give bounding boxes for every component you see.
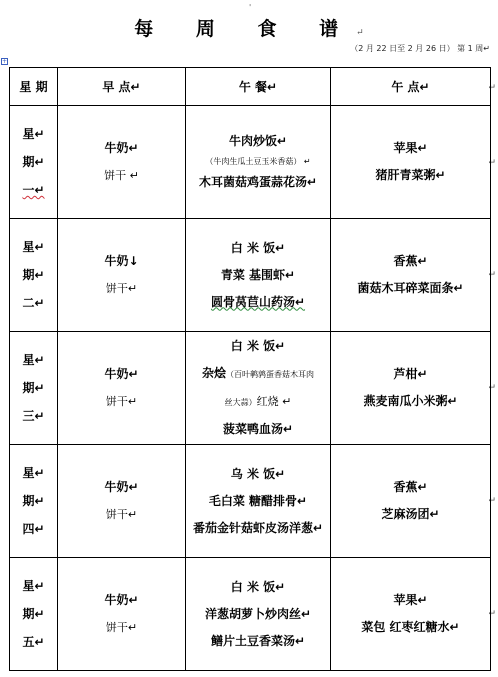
menu-item: 饼干↵	[105, 395, 138, 408]
menu-item: 菠菜鸭血汤↵	[222, 422, 294, 436]
header-lunch: 午 餐↵	[186, 68, 331, 106]
lunch-cell	[186, 106, 331, 219]
header-day: 星 期	[10, 68, 58, 106]
row-end-mark: ↵	[488, 383, 496, 393]
day-label: 星↵	[22, 466, 45, 480]
breakfast-cell	[58, 558, 186, 671]
menu-item: 白 米 饭↵	[230, 240, 286, 255]
menu-item: 白 米 饭↵	[230, 579, 286, 594]
day-label: 星↵	[22, 579, 45, 593]
header-breakfast: 早 点↵	[58, 68, 186, 106]
day-label: 期↵	[22, 494, 45, 508]
breakfast-cell	[58, 445, 186, 558]
menu-item: 燕麦南瓜小米粥↵	[363, 394, 458, 408]
menu-note: （百叶鹌鹑蛋香菇木耳肉	[226, 370, 314, 379]
menu-item: 牛肉炒饭↵	[228, 134, 288, 148]
menu-item: 洋葱胡萝卜炒肉丝↵	[204, 606, 312, 621]
day-label: 五↵	[22, 635, 45, 649]
weekly-menu-table	[9, 67, 491, 671]
menu-item-name: 红烧 ↵	[256, 395, 292, 408]
menu-item-name: 杂烩	[201, 366, 226, 380]
menu-item	[186, 360, 330, 388]
table-row	[10, 219, 491, 332]
menu-item: 猪肝青菜粥↵	[375, 168, 446, 182]
lunch-cell	[186, 445, 331, 558]
menu-item: 圆骨莴苣山药汤↵	[210, 294, 306, 309]
day-label: 期↵	[22, 607, 45, 621]
day-label: 期↵	[22, 268, 45, 282]
lunch-cell	[186, 558, 331, 671]
snack-cell	[331, 106, 491, 219]
row-end-mark: ↵	[488, 270, 496, 280]
menu-note: （牛肉生瓜土豆玉米香菇） ↵	[205, 157, 311, 166]
menu-item: 芝麻汤团↵	[381, 507, 440, 521]
menu-item: 番茄金针菇虾皮汤洋葱↵	[192, 520, 324, 535]
day-label: 四↵	[22, 522, 45, 536]
menu-item: 鳝片土豆香菜汤↵	[210, 633, 306, 648]
menu-item: 牛奶↓	[104, 254, 139, 268]
day-cell	[10, 445, 58, 558]
day-label: 期↵	[22, 155, 45, 169]
day-cell	[10, 558, 58, 671]
day-label: 星↵	[22, 240, 45, 254]
row-end-mark: ↵	[488, 158, 496, 168]
menu-item	[186, 388, 330, 416]
menu-item: 牛奶↵	[104, 141, 139, 155]
menu-item: 芦柑↵	[393, 367, 428, 381]
snack-cell	[331, 332, 491, 445]
menu-item: 菌菇木耳碎菜面条↵	[357, 281, 464, 295]
breakfast-cell	[58, 332, 186, 445]
menu-item: 青菜 基围虾↵	[220, 267, 296, 282]
day-label: 星↵	[22, 353, 45, 367]
menu-item: 饼干↵	[105, 621, 138, 634]
snack-cell	[331, 445, 491, 558]
menu-note: 丝大蒜）	[224, 398, 257, 407]
table-row	[10, 558, 491, 671]
menu-item: 乌 米 饭↵	[230, 466, 286, 481]
menu-item: 饼干↵	[105, 282, 138, 295]
title-text: 每 周 食 谱	[134, 18, 357, 40]
menu-item: 毛白菜 糖醋排骨↵	[208, 493, 308, 508]
row-end-mark: ↵	[488, 496, 496, 506]
snack-cell	[331, 219, 491, 332]
breakfast-cell	[58, 219, 186, 332]
day-label: 期↵	[22, 381, 45, 395]
table-row	[10, 106, 491, 219]
day-label: 一↵	[22, 183, 45, 197]
menu-item: 香蕉↵	[393, 480, 428, 494]
table-row	[10, 332, 491, 445]
lunch-cell	[186, 219, 331, 332]
day-label: 二↵	[22, 296, 45, 310]
menu-item: 饼干 ↵	[104, 169, 139, 182]
menu-item: 苹果↵	[393, 593, 428, 607]
menu-item: 饼干↵	[105, 508, 138, 521]
menu-item: 木耳菌菇鸡蛋蒜花汤↵	[198, 175, 318, 189]
table-row	[10, 445, 491, 558]
menu-item: 牛奶↵	[104, 367, 139, 381]
table-header-row	[10, 68, 491, 106]
paragraph-mark: '	[249, 3, 252, 12]
menu-item: 香蕉↵	[393, 254, 428, 268]
paragraph-mark: ↵	[356, 28, 364, 38]
menu-item: 苹果↵	[393, 141, 428, 155]
day-cell	[10, 332, 58, 445]
day-label: 星↵	[22, 127, 45, 141]
breakfast-cell	[58, 106, 186, 219]
row-end-mark: ↵	[488, 83, 496, 93]
header-snack: 午 点↵	[331, 68, 491, 106]
day-cell	[10, 106, 58, 219]
menu-item: 牛奶↵	[104, 480, 139, 494]
menu-item: 菜包 红枣红糖水↵	[361, 620, 460, 634]
table-move-handle-icon[interactable]: +	[2, 58, 8, 65]
date-range: （2 月 22 日至 2 月 26 日） 第 1 周↵	[350, 44, 490, 53]
menu-item: 牛奶↵	[104, 593, 139, 607]
day-cell	[10, 219, 58, 332]
row-end-mark: ↵	[488, 609, 496, 619]
day-label: 三↵	[22, 409, 45, 423]
menu-item: 白 米 饭↵	[230, 339, 286, 353]
lunch-cell	[186, 332, 331, 445]
snack-cell	[331, 558, 491, 671]
page-title	[0, 14, 498, 41]
